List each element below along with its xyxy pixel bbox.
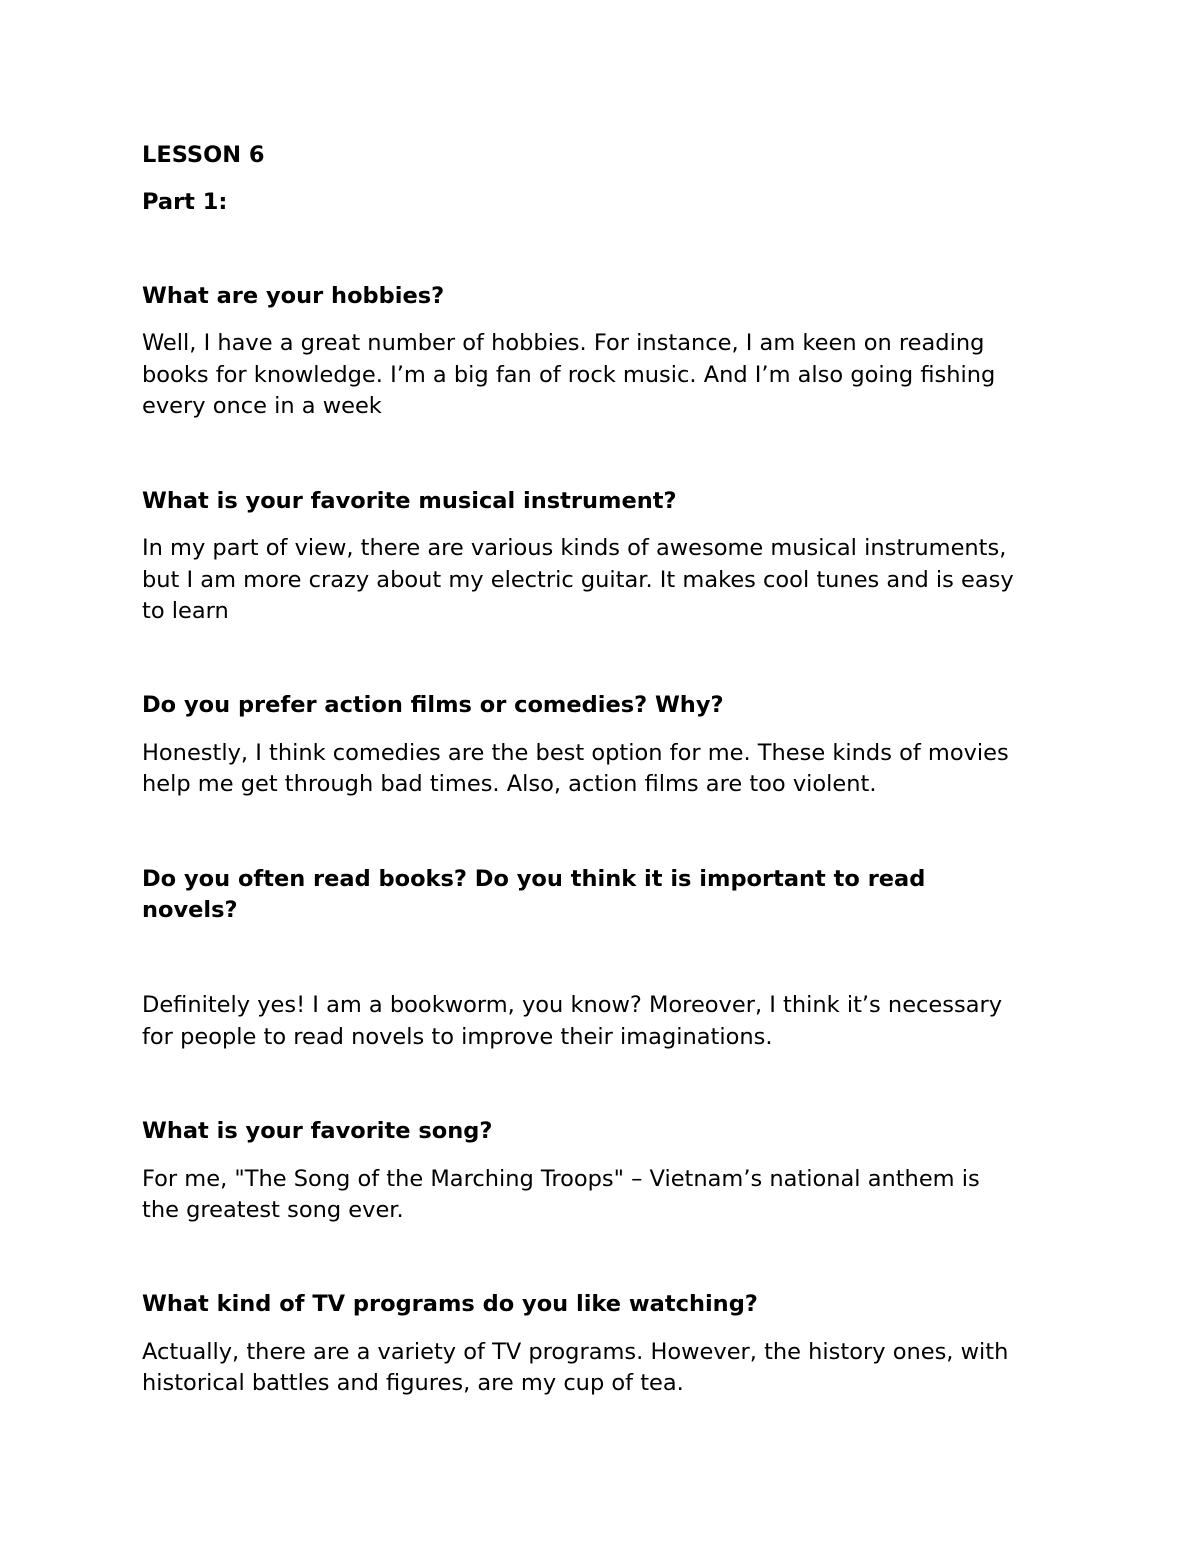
answer-3-line-2: help me get through bad times. Also, action films are too violent. — [142, 771, 877, 797]
answer-5-line-1: For me, "The Song of the Marching Troops" – Vietnam’s national anthem is — [142, 1166, 980, 1192]
answer-4-line-2: for people to read novels to improve their imaginations. — [142, 1024, 773, 1050]
lesson-title: LESSON 6 — [142, 142, 265, 168]
answer-1-line-3: every once in a week — [142, 393, 382, 419]
answer-5-line-2: the greatest song ever. — [142, 1197, 404, 1223]
answer-2-line-2: but I am more crazy about my electric guitar. It makes cool tunes and is easy — [142, 567, 1014, 593]
question-5: What is your favorite song? — [142, 1118, 493, 1144]
answer-1-line-2: books for knowledge. I’m a big fan of rock music. And I’m also going fishing — [142, 362, 996, 388]
answer-4-line-1: Definitely yes! I am a bookworm, you know? Moreover, I think it’s necessary — [142, 992, 1003, 1018]
question-1: What are your hobbies? — [142, 283, 445, 309]
document-page — [142, 0, 1062, 1553]
question-2: What is your favorite musical instrument? — [142, 488, 677, 514]
answer-6-line-1: Actually, there are a variety of TV programs. However, the history ones, with — [142, 1339, 1009, 1365]
answer-2-line-3: to learn — [142, 598, 229, 624]
question-4-line-2: novels? — [142, 897, 238, 923]
answer-2-line-1: In my part of view, there are various kinds of awesome musical instruments, — [142, 535, 1007, 561]
answer-6-line-2: historical battles and figures, are my cup of tea. — [142, 1370, 684, 1396]
answer-3-line-1: Honestly, I think comedies are the best option for me. These kinds of movies — [142, 740, 1009, 766]
answer-1-line-1: Well, I have a great number of hobbies. For instance, I am keen on reading — [142, 330, 985, 356]
question-4-line-1: Do you often read books? Do you think it is important to read — [142, 866, 926, 892]
question-3: Do you prefer action films or comedies? Why? — [142, 692, 724, 718]
question-6: What kind of TV programs do you like watching? — [142, 1291, 758, 1317]
part-title: Part 1: — [142, 189, 228, 215]
